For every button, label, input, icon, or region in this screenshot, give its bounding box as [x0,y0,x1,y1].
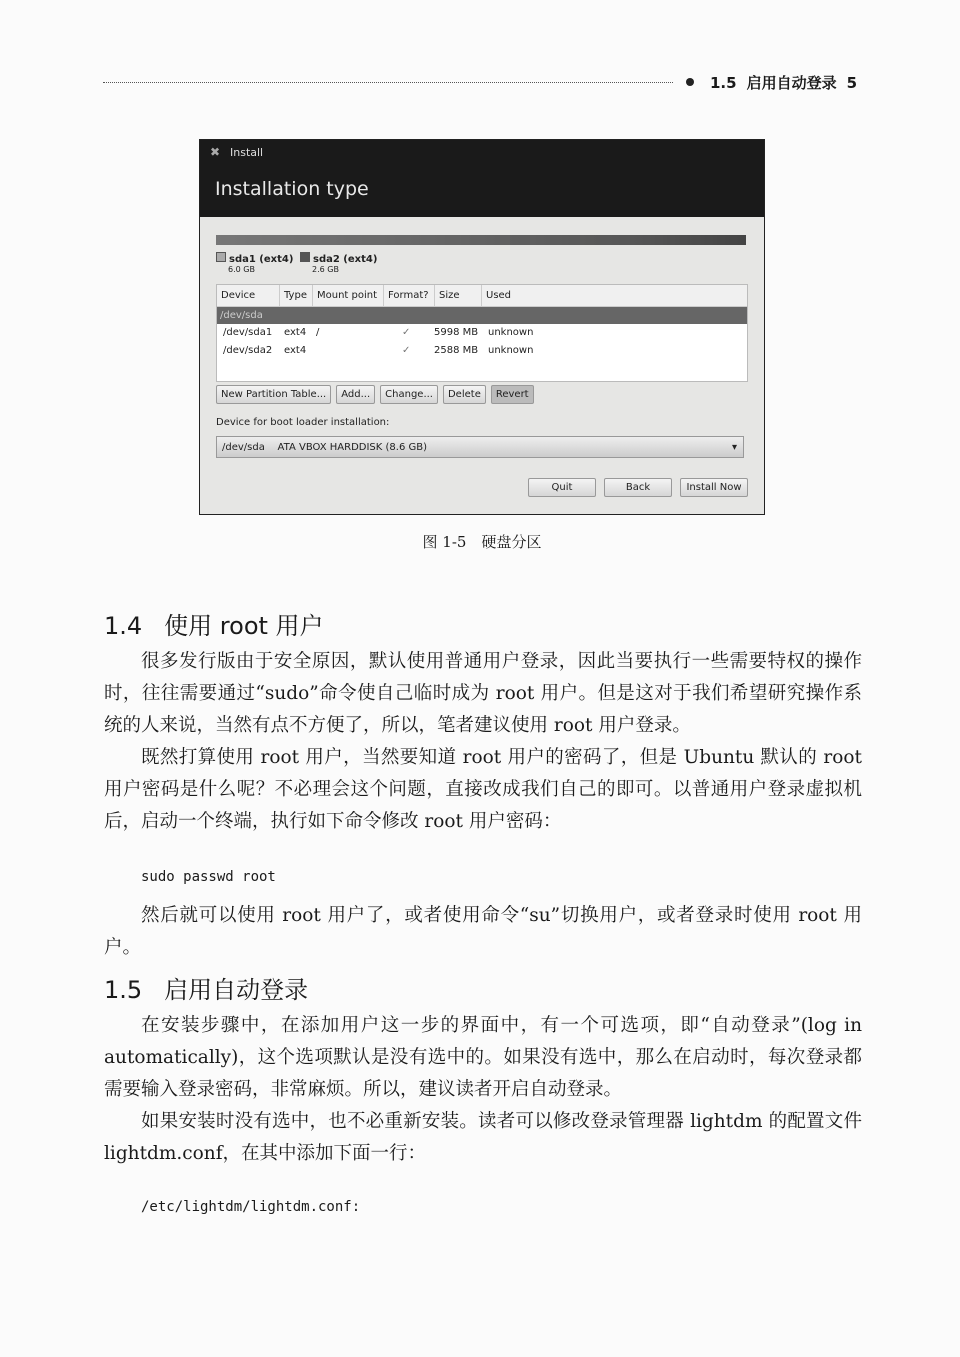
paragraph: 在安装步骤中，在添加用户这一步的界面中，有一个可选项，即“自动登录”(log in automatically)，这个选项默认是没有选中的。如果没有选中，那么在启动时，每次登录都需要输入登录密码，非常麻烦。所以，建议读者开启自动登录。 [104,1015,862,1100]
format-checkbox[interactable]: ✓ [402,327,411,338]
back-button[interactable]: Back [604,478,672,497]
partition-table [216,284,748,382]
new-partition-table-button[interactable]: New Partition Table... [216,385,331,404]
column-format[interactable]: Format? [384,285,435,306]
nav-buttons [528,478,748,497]
quit-button[interactable]: Quit [528,478,596,497]
code-line: sudo passwd root [141,869,276,885]
section-heading-1-4: 1.4 使用 root 用户 [104,612,324,640]
column-used[interactable]: Used [486,290,512,301]
revert-button[interactable]: Revert [491,385,534,404]
partition-bar [216,235,746,245]
installer-screenshot [199,139,765,515]
window-title: Installation type [215,178,369,200]
window-titlebar [200,140,764,217]
running-header [710,72,867,93]
page-number: 5 [846,74,858,92]
paragraph: 如果安装时没有选中，也不必重新安装。读者可以修改登录管理器 lightdm 的配置文件 lightdm.conf，在其中添加下面一行： [104,1111,862,1164]
section-heading-1-5: 1.5 启用自动登录 [104,976,309,1004]
column-type[interactable]: Type [280,285,313,306]
install-now-button[interactable]: Install Now [680,478,748,497]
window-small-title: Install [230,146,264,159]
paragraph: 很多发行版由于安全原因，默认使用普通用户登录，因此当要执行一些需要特权的操作时，往往需要通过“sudo”命令使自己临时成为 root 用户。但是这对于我们希望研究操作系统的人来说，当然有点不方便了，所以，笔者建议使用 root 用户登录。 [104,651,862,736]
close-icon: ✖ [210,145,221,159]
header-bullet [686,78,694,86]
legend-sda1: sda1 (ext4) 6.0 GB [216,252,293,274]
figure-caption: 图 1-5 硬盘分区 [422,533,542,551]
change-button[interactable]: Change... [380,385,438,404]
table-row[interactable]: /dev/sda1 ext4 / ✓ 5998 MB unknown [217,324,747,342]
delete-button[interactable]: Delete [443,385,486,404]
table-row[interactable]: /dev/sda2 ext4 ✓ 2588 MB unknown [217,342,747,360]
code-line: /etc/lightdm/lightdm.conf: [141,1199,361,1215]
legend-sda2: sda2 (ext4) 2.6 GB [300,252,377,274]
paragraph: 既然打算使用 root 用户，当然要知道 root 用户的密码了，但是 Ubuntu 默认的 root 用户密码是什么呢？不必理会这个问题，直接改成我们自己的即可。以普通用户登录虚拟机后，启动一个终端，执行如下命令修改 root 用户密码： [104,747,862,832]
header-title: 启用自动登录 [746,74,837,92]
dropdown-arrow-icon: ▾ [731,442,737,453]
column-device[interactable]: Device [217,285,280,306]
column-size[interactable]: Size [435,285,482,306]
header-section: 1.5 [710,74,737,92]
paragraph: 然后就可以使用 root 用户了，或者使用命令“su”切换用户，或者登录时使用 root 用户。 [104,905,862,958]
add-button[interactable]: Add... [336,385,375,404]
format-checkbox[interactable]: ✓ [402,345,411,356]
device-group-row[interactable]: /dev/sda [217,307,747,324]
column-mount[interactable]: Mount point [313,285,384,306]
header-rule [103,82,673,83]
partition-buttons [216,385,534,404]
table-header [217,285,747,307]
bootloader-select[interactable]: /dev/sda ATA VBOX HARDDISK (8.6 GB) ▾ [216,436,744,458]
bootloader-label: Device for boot loader installation: [216,417,390,428]
